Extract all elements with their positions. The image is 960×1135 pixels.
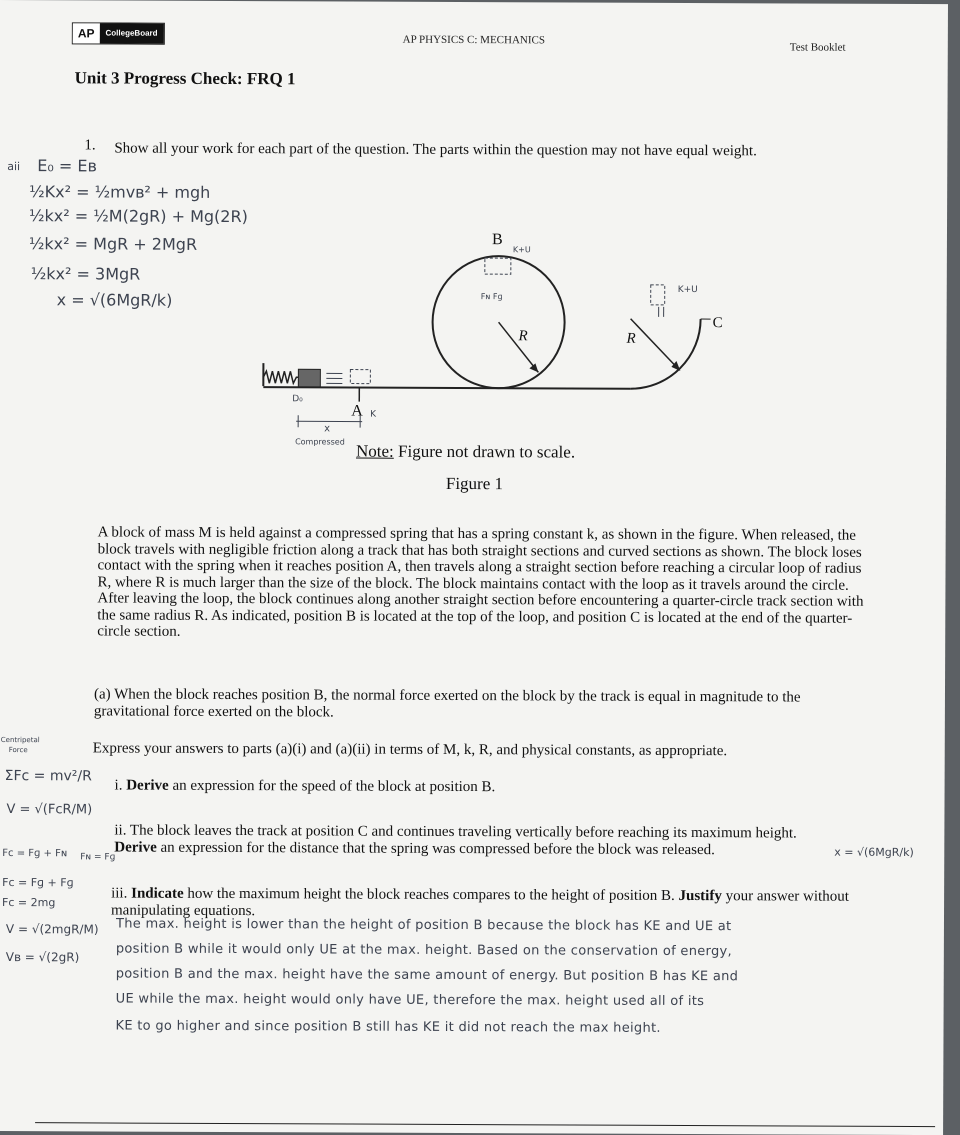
part-i-prompt bbox=[115, 778, 875, 798]
ap-logo-text: AP bbox=[73, 23, 100, 43]
figure-note bbox=[356, 442, 575, 463]
handwritten-energy-equation: ½kx² = 3MgR bbox=[31, 264, 141, 283]
part-i-number: i. bbox=[115, 778, 123, 794]
part-iii-verb-2: Justify bbox=[678, 888, 721, 904]
handwritten-energy-label: K+U bbox=[678, 285, 698, 295]
part-i-text: an expression for the speed of the block at position B. bbox=[169, 778, 496, 795]
page-title: Unit 3 Progress Check: FRQ 1 bbox=[75, 68, 296, 89]
handwritten-force-equation: Fᴄ = Fɡ + Fɴ bbox=[2, 848, 67, 859]
label-radius-quarter: R bbox=[625, 331, 635, 347]
handwritten-answer-line: The max. height is lower than the height of position B because the block has KE and UE at bbox=[116, 917, 926, 936]
handwritten-speed-equation: V = √(2mgR/M) bbox=[6, 922, 99, 936]
label-radius-loop: R bbox=[518, 328, 528, 344]
booklet-label: Test Booklet bbox=[790, 41, 846, 53]
handwritten-speed-equation: V = √(FᴄR/M) bbox=[6, 802, 92, 817]
question-number: 1. bbox=[84, 137, 95, 154]
question-instruction: Show all your work for each part of the question. The parts within the question may not have equal weight. bbox=[114, 141, 834, 161]
quarter-radius-line bbox=[630, 319, 678, 369]
handwritten-force-equation: Fᴄ = 2mg bbox=[2, 896, 55, 909]
part-iii-verb: Indicate bbox=[131, 886, 184, 902]
handwritten-force-equation: Fɴ = Fɡ bbox=[80, 852, 115, 862]
loop-radius-arrowhead bbox=[529, 363, 538, 372]
block bbox=[298, 369, 320, 387]
handwritten-answer-line: UE while the max. height would only have UE, therefore the max. height used all of its bbox=[116, 992, 926, 1011]
track-figure bbox=[238, 221, 739, 443]
part-i-verb: Derive bbox=[126, 778, 169, 794]
handwritten-block-sketch bbox=[485, 258, 511, 274]
part-ii-text: The block leaves the track at position C and continues traveling vertically before reaching its maximum height. bbox=[126, 823, 796, 842]
handwritten-energy-equation: ½kx² = ½M(2gR) + Mg(2R) bbox=[29, 206, 248, 226]
label-position-c: C bbox=[713, 315, 723, 331]
handwritten-block-sketch bbox=[350, 370, 370, 384]
figure-caption: Figure 1 bbox=[446, 474, 503, 494]
collegeboard-logo-text: CollegeBoard bbox=[99, 23, 163, 43]
handwritten-answer-line: position B and the max. height have the same amount of energy. But position B has KE and bbox=[116, 967, 926, 986]
track-floor bbox=[263, 387, 630, 389]
note-prefix: Note: bbox=[356, 442, 394, 461]
part-ii-number: ii. bbox=[114, 823, 126, 839]
handwritten-energy-equation: x = √(6MgR/k) bbox=[57, 290, 173, 310]
part-iii-text: how the maximum height the block reaches compares to the height of position B. bbox=[184, 886, 675, 904]
handwritten-k-label: K bbox=[370, 410, 376, 420]
handwritten-part-label: aii bbox=[7, 160, 20, 173]
course-header: AP PHYSICS C: MECHANICS bbox=[0, 32, 948, 48]
handwritten-energy-equation: E₀ = Eʙ bbox=[37, 156, 97, 175]
handwritten-speed-answer: Vʙ = √(2gR) bbox=[6, 950, 80, 964]
handwritten-answer-line: KE to go higher and since position B still has KE it did not reach the max height. bbox=[115, 1019, 925, 1038]
handwritten-x-label: x bbox=[324, 423, 330, 434]
note-text: Figure not drawn to scale. bbox=[394, 442, 575, 462]
express-instruction: Express your answers to parts (a)(i) and (a)(ii) in terms of M, k, R, and physical constants, as appropriate. bbox=[93, 740, 863, 760]
label-position-a: A bbox=[351, 403, 363, 420]
handwritten-compression-answer: x = √(6MgR/k) bbox=[834, 846, 914, 859]
page-bottom-rule bbox=[35, 1122, 935, 1127]
spring bbox=[263, 371, 298, 383]
part-a-prompt: (a) When the block reaches position B, the normal force exerted on the block by the track is equal in magnitude to the gravitational force exerted on the block. bbox=[94, 686, 864, 723]
part-ii-prompt bbox=[114, 823, 834, 860]
part-iii-text-2: your answer without manipulating equations. bbox=[111, 888, 849, 919]
handwritten-force-equation: Fᴄ = Fɡ + Fɡ bbox=[2, 876, 73, 889]
handwritten-force-label: Force bbox=[9, 746, 28, 754]
handwritten-energy-label: K+U bbox=[513, 245, 531, 254]
handwritten-force-label: Fɴ Fɡ bbox=[481, 292, 503, 301]
handwritten-compressed-label: Compressed bbox=[295, 437, 345, 446]
handwritten-block-sketch bbox=[651, 285, 665, 305]
part-iii-number: iii. bbox=[111, 885, 127, 901]
part-ii-text-2: an expression for the distance that the spring was compressed before the block was released. bbox=[157, 840, 715, 858]
handwritten-centripetal-label: Centripetal bbox=[1, 736, 40, 744]
handwritten-answer-line: position B while it would only UE at the max. height. Based on the conservation of energy, bbox=[116, 942, 926, 961]
label-position-b: B bbox=[492, 231, 503, 248]
handwritten-force-equation: ΣFᴄ = mv²/R bbox=[5, 768, 92, 784]
handwritten-energy-equation: ½Kx² = ½mvʙ² + mgh bbox=[29, 182, 210, 202]
handwritten-d0-label: D₀ bbox=[292, 394, 303, 404]
handwritten-energy-equation: ½kx² = MgR + 2MgR bbox=[29, 234, 197, 254]
problem-description: A block of mass M is held against a compressed spring that has a spring constant k, as shown in the figure. When released, the block travels with negligible friction along a track that has both straight sections and curved sections as shown. The block loses contact with the spring when it reaches position A, then travels along a straight section before reaching a circular loop of radius R, where R is much larger than the size of the block. The block maintains contact with the loop as it travels around the circle. After leaving the loop, the block continues along another straight section before encountering a quarter-circle track section with the same radius R. As indicated, position B is located at the top of the loop, and position C is located at the end of the quarter-circle section. bbox=[97, 524, 867, 643]
part-ii-verb: Derive bbox=[114, 840, 157, 856]
